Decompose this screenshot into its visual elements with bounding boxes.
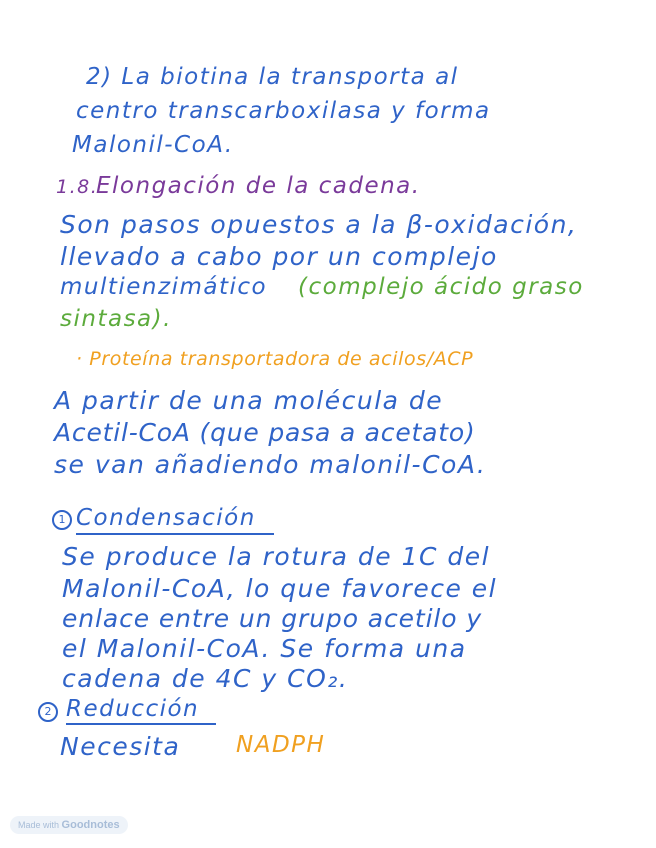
step-1-circle-icon: 1	[52, 510, 72, 530]
intro-line-3-green: (complejo ácido graso	[298, 274, 584, 300]
step2-line-2: centro transcarboxilasa y forma	[76, 98, 491, 124]
reduction-title: Reducción	[66, 696, 200, 722]
cond-line-2: Malonil-CoA, lo que favorece el	[62, 574, 498, 603]
goodnotes-watermark	[10, 816, 128, 834]
nadph-label: NADPH	[236, 732, 326, 758]
step2-line-3: Malonil-CoA.	[72, 132, 234, 158]
intro-line-3-blue: multienzimático	[60, 274, 268, 300]
reduction-text: Necesita	[60, 732, 181, 761]
step-2-circle-icon: 2	[38, 702, 58, 722]
intro-line-2: llevado a cabo por un complejo	[60, 242, 498, 271]
cond-line-4: el Malonil-CoA. Se forma una	[62, 634, 467, 663]
reduction-underline	[66, 723, 216, 725]
acp-bullet: · Proteína transportadora de acilos/ACP	[76, 348, 474, 370]
cond-line-1: Se produce la rotura de 1C del	[62, 542, 491, 571]
intro-line-1: Son pasos opuestos a la β-oxidación,	[60, 210, 578, 239]
acp-line-2: Acetil-CoA (que pasa a acetato)	[54, 418, 476, 447]
cond-line-3: enlace entre un grupo acetilo y	[62, 604, 483, 633]
acp-line-1: A partir de una molécula de	[54, 386, 444, 415]
condensation-underline	[76, 533, 274, 535]
watermark-prefix: Made with	[18, 820, 60, 830]
acp-line-3: se van añadiendo malonil-CoA.	[54, 450, 487, 479]
cond-line-5: cadena de 4C y CO₂.	[62, 664, 349, 693]
watermark-brand: Goodnotes	[61, 819, 120, 831]
condensation-title: Condensación	[76, 505, 256, 531]
section-title: Elongación de la cadena.	[96, 173, 421, 199]
intro-line-4-green: sintasa).	[60, 306, 172, 332]
step2-line-1: 2) La biotina la transporta al	[86, 64, 459, 90]
section-number: 1.8.	[56, 176, 99, 198]
